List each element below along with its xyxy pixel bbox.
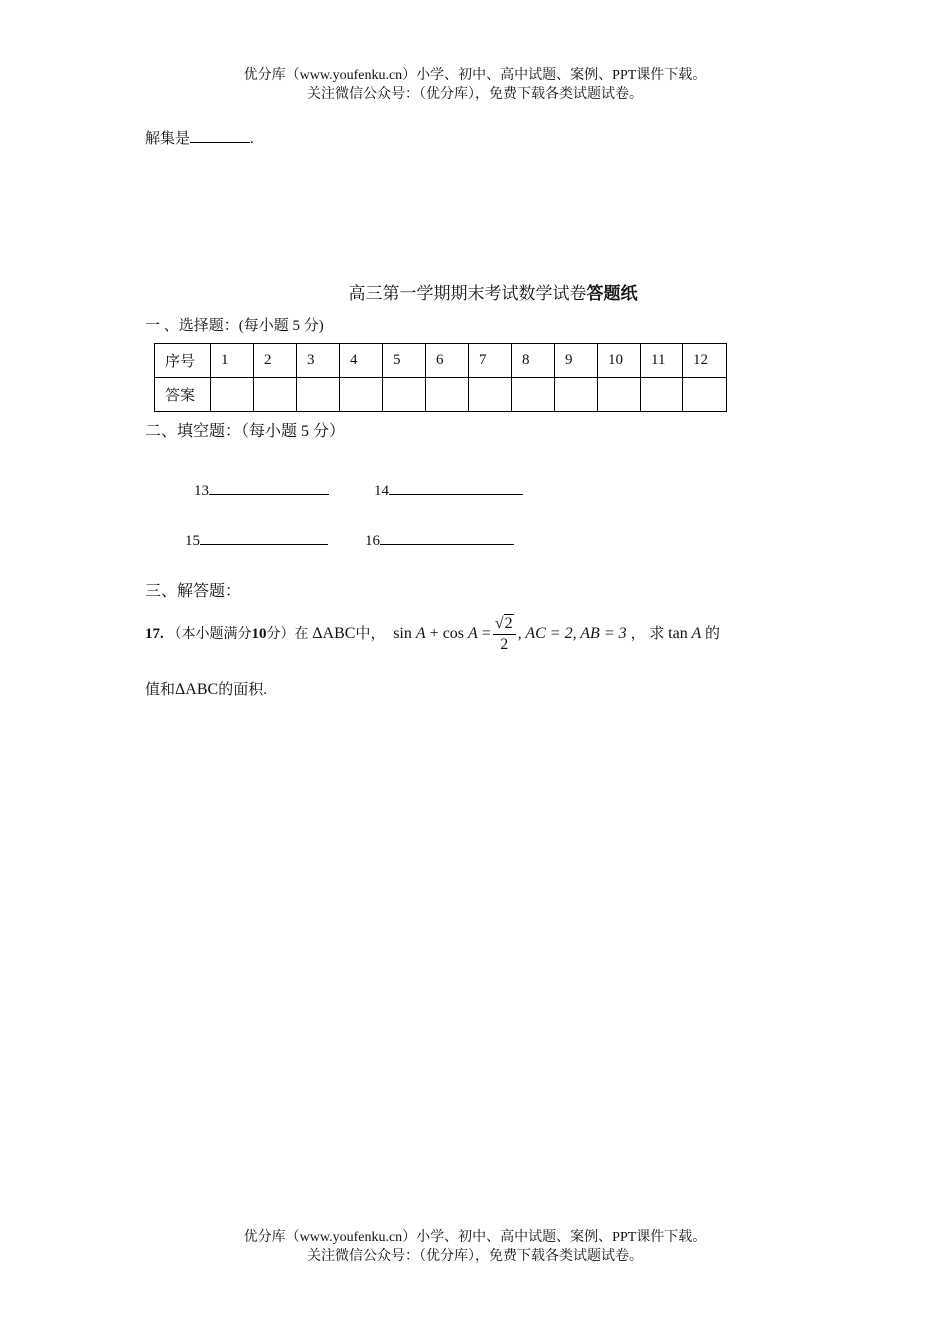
table-cell-number: 9 [555,344,598,378]
page-title-bold: 答题纸 [586,284,638,303]
blank-15-label: 15 [185,533,200,549]
table-cell-number: 5 [383,344,426,378]
equals-sign: = [481,625,491,642]
answer-cell-2[interactable] [254,378,297,412]
blank-16-label: 16 [365,533,380,549]
cos-function: cos [442,625,465,642]
blank-16 [365,530,514,550]
table-cell-number: 7 [469,344,512,378]
page-title-main: 高三第一学期期末考试数学试卷 [348,284,587,303]
fraction-numerator: √2 [493,614,516,635]
table-cell-number: 11 [641,344,683,378]
header-line-2: 关注微信公众号：（优分库），免费下载各类试题试卷。 [307,87,643,102]
table-cell-number: 1 [211,344,254,378]
answer-cell-12[interactable] [683,378,727,412]
side-conditions: , AC = 2, AB = 3 [517,625,627,642]
table-row-answers [155,378,727,412]
question-17-line-2 [145,678,267,699]
question-17-of: 的 [704,626,720,642]
page-title [0,279,950,304]
question-17-triangle-2: ΔABC [175,681,219,698]
table-row-numbers [155,344,727,378]
question-17-intro-end: 分）在 [266,627,309,642]
angle-a: A [468,625,478,642]
solution-set-period: . [250,131,254,147]
question-17-comma: ， [630,626,646,642]
header-line-1: 优分库（www.youfenku.cn）小学、初中、高中试题、案例、PPT课件下载。 [243,68,707,83]
question-17-line2-end: 的面积. [218,682,267,698]
blank-15 [185,530,328,550]
table-cell-number: 2 [254,344,297,378]
section-fill-heading: 二、填空题：（每小题 5 分） [145,423,346,440]
blank-15-line[interactable] [200,530,328,545]
answer-cell-3[interactable] [297,378,340,412]
answer-cell-8[interactable] [512,378,555,412]
blank-14-line[interactable] [389,480,523,495]
question-17-triangle: ΔABC [312,625,356,642]
answer-cell-1[interactable] [211,378,254,412]
question-17-mid: 中， [355,626,386,642]
table-cell-number: 4 [340,344,383,378]
table-cell-number: 10 [598,344,641,378]
plus-sign: + [429,625,439,642]
table-header-answer-label: 答案 [155,378,211,412]
table-cell-number: 6 [426,344,469,378]
footer-line-2: 关注微信公众号：（优分库），免费下载各类试题试卷。 [307,1249,643,1264]
question-17-line-1 [145,612,720,657]
answer-cell-10[interactable] [598,378,641,412]
question-17-equation [393,614,630,653]
table-header-number-label: 序号 [155,344,211,378]
fraction-denominator: 2 [500,635,509,653]
answer-cell-6[interactable] [426,378,469,412]
blank-13-line[interactable] [209,480,329,495]
blank-13 [194,480,329,500]
table-cell-number: 3 [297,344,340,378]
solution-set-label: 解集是 [145,131,191,147]
footer-line-1: 优分库（www.youfenku.cn）小学、初中、高中试题、案例、PPT课件下载。 [243,1230,707,1245]
question-17-ask: 求 [649,626,665,642]
question-17-intro: （本小题满分 [167,627,252,642]
question-17-score: 10 [251,626,267,642]
tan-angle-a: A [691,625,702,642]
solution-set-blank [190,128,250,143]
question-17-line2-start: 值和 [145,682,176,698]
section-choice-heading: 一 、选择题：(每小题 5 分) [145,318,324,334]
answer-cell-9[interactable] [555,378,598,412]
blank-14 [374,480,523,500]
solution-set-prompt [145,127,254,148]
answer-table [154,343,727,412]
blank-14-label: 14 [374,483,389,499]
answer-cell-11[interactable] [641,378,683,412]
question-17-number: 17. [145,626,164,642]
blank-13-label: 13 [194,483,209,499]
angle-a: A [415,625,426,642]
table-cell-number: 8 [512,344,555,378]
tan-function: tan [668,625,688,642]
section-solve-heading: 三、解答题： [145,583,242,600]
answer-cell-7[interactable] [469,378,512,412]
sin-function: sin [393,625,412,642]
answer-cell-5[interactable] [383,378,426,412]
blank-16-line[interactable] [380,530,514,545]
table-cell-number: 12 [683,344,727,378]
sqrt-value: 2 [504,614,513,632]
fraction [493,614,516,655]
answer-cell-4[interactable] [340,378,383,412]
